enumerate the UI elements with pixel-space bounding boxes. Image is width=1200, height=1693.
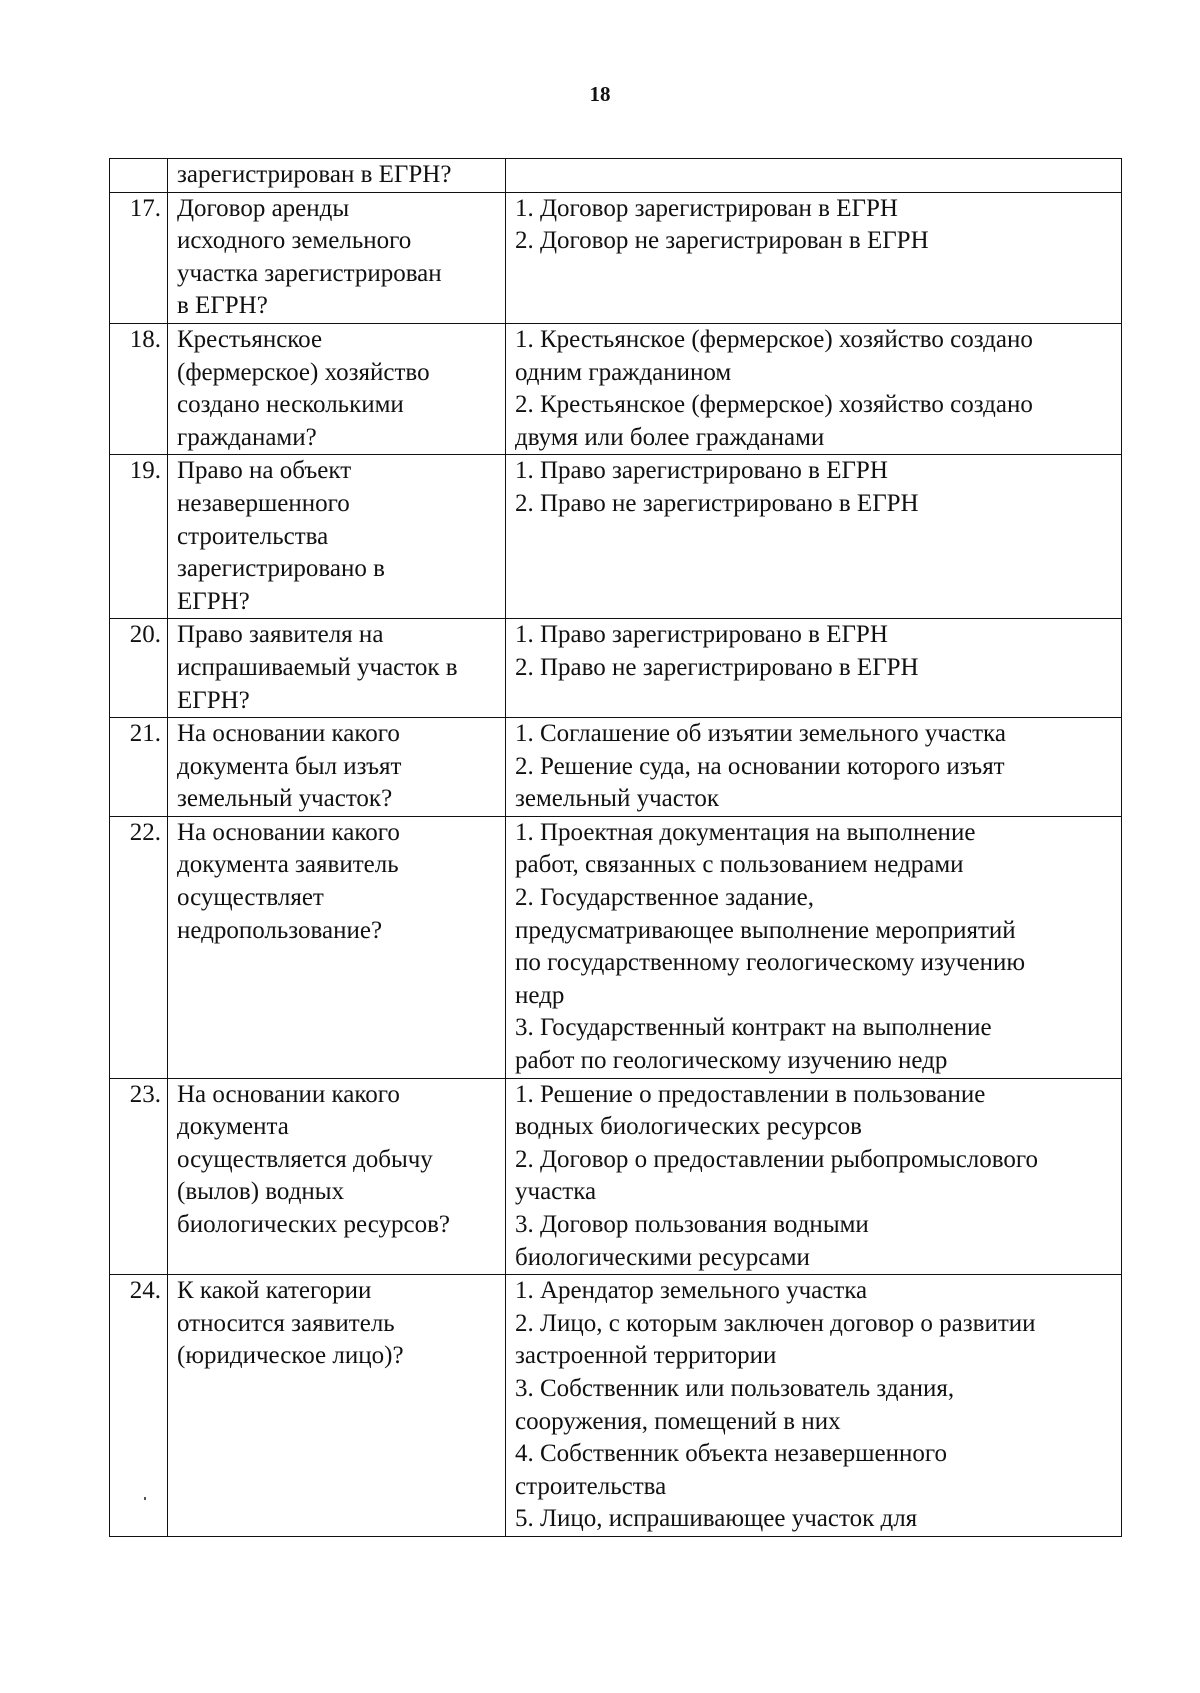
answer-line: двумя или более гражданами xyxy=(515,423,825,451)
page-number: 18 xyxy=(589,82,611,106)
scan-mark xyxy=(144,1497,146,1500)
answer-line: участка xyxy=(515,1178,597,1206)
question-line: документа xyxy=(177,1113,289,1141)
answer-line: 3. Государственный контракт на выполнение xyxy=(515,1014,992,1042)
row-number: 23. xyxy=(110,1078,168,1275)
row-number: 22. xyxy=(110,816,168,1078)
answer-line: 2. Лицо, с которым заключен договор о развитии xyxy=(515,1309,1036,1337)
answer-line: земельный участок xyxy=(515,785,720,813)
answer-line: сооружения, помещений в них xyxy=(515,1407,841,1435)
answer-line: 3. Договор пользования водными xyxy=(515,1211,869,1238)
answer-line: 1. Соглашение об изъятии земельного участка xyxy=(515,720,1006,748)
table-row xyxy=(110,455,1122,619)
answer-line: 1. Арендатор земельного участка xyxy=(515,1277,868,1305)
row-number: 20. xyxy=(110,619,168,718)
table-row xyxy=(110,816,1122,1078)
row-number xyxy=(110,159,168,193)
answer-line: работ, связанных с пользованием недрами xyxy=(515,851,964,879)
answer-line: 1. Право зарегистрировано в ЕГРН xyxy=(515,457,888,485)
question-line: На основании какого xyxy=(177,1080,400,1108)
question-cell xyxy=(168,816,506,1078)
answers-cell xyxy=(506,323,1122,454)
question-line: документа был изъят xyxy=(177,752,402,780)
question-cell xyxy=(168,718,506,817)
answer-line: биологическими ресурсами xyxy=(515,1243,810,1271)
answers-cell xyxy=(506,619,1122,718)
answer-line: 1. Право зарегистрировано в ЕГРН xyxy=(515,621,888,649)
answer-line: 5. Лицо, испрашивающее участок для xyxy=(515,1505,918,1533)
table-row xyxy=(110,192,1122,323)
answer-line: 2. Договор не зарегистрирован в ЕГРН xyxy=(515,227,929,255)
question-line: биологических ресурсов? xyxy=(177,1211,451,1238)
row-number: 19. xyxy=(110,455,168,619)
question-cell xyxy=(168,192,506,323)
question-line: строительства xyxy=(177,522,329,550)
table-row xyxy=(110,1078,1122,1275)
answer-line xyxy=(515,159,1117,192)
table-row xyxy=(110,718,1122,817)
row-number: 24. xyxy=(110,1275,168,1537)
answer-line: застроенной территории xyxy=(515,1342,777,1370)
answer-line: одним гражданином xyxy=(515,358,732,386)
answer-line: 1. Договор зарегистрирован в ЕГРН xyxy=(515,194,898,222)
answers-cell xyxy=(506,718,1122,817)
answers-cell xyxy=(506,159,1122,193)
question-line: На основании какого xyxy=(177,720,400,748)
table-row xyxy=(110,1275,1122,1537)
question-cell xyxy=(168,323,506,454)
question-cell xyxy=(168,159,506,193)
row-number: 18. xyxy=(110,323,168,454)
question-cell xyxy=(168,455,506,619)
question-cell xyxy=(168,619,506,718)
answer-line: 2. Право не зарегистрировано в ЕГРН xyxy=(515,653,919,681)
answers-cell xyxy=(506,455,1122,619)
question-line: К какой категории xyxy=(177,1277,372,1305)
answer-line: недр xyxy=(515,981,565,1009)
question-line: ЕГРН? xyxy=(177,587,250,615)
row-number: 17. xyxy=(110,192,168,323)
question-cell xyxy=(168,1275,506,1537)
question-line: недропользование? xyxy=(177,916,383,944)
answer-line: предусматривающее выполнение мероприятий xyxy=(515,916,1016,944)
row-number: 21. xyxy=(110,718,168,817)
question-line: в ЕГРН? xyxy=(177,292,268,320)
question-line: (юридическое лицо)? xyxy=(177,1342,404,1370)
question-line: исходного земельного xyxy=(177,227,412,255)
question-line: зарегистрирован в ЕГРН? xyxy=(177,161,452,188)
question-line: (вылов) водных xyxy=(177,1178,345,1206)
question-line: Право на объект xyxy=(177,457,352,485)
question-line: гражданами? xyxy=(177,423,317,451)
question-line: (фермерское) хозяйство xyxy=(177,358,430,386)
answer-line: 2. Крестьянское (фермерское) хозяйство создано xyxy=(515,391,1033,419)
question-line: осуществляется добычу xyxy=(177,1145,433,1173)
question-line: Крестьянское xyxy=(177,325,323,353)
answers-cell xyxy=(506,816,1122,1078)
answers-cell xyxy=(506,1078,1122,1275)
questions-table xyxy=(109,158,1122,1537)
answer-line: 4. Собственник объекта незавершенного xyxy=(515,1440,947,1468)
question-line: незавершенного xyxy=(177,489,350,517)
question-line: Договор аренды xyxy=(177,194,350,222)
question-line: документа заявитель xyxy=(177,851,399,879)
answer-line: 1. Крестьянское (фермерское) хозяйство создано xyxy=(515,325,1033,353)
answer-line: водных биологических ресурсов xyxy=(515,1113,862,1141)
answers-cell xyxy=(506,192,1122,323)
answer-line: 1. Проектная документация на выполнение xyxy=(515,818,976,846)
answer-line: работ по геологическому изучению недр xyxy=(515,1047,948,1075)
answer-line: по государственному геологическому изучению xyxy=(515,949,1026,977)
answer-line: 2. Государственное задание, xyxy=(515,884,814,912)
question-line: земельный участок? xyxy=(177,785,393,813)
question-line: Право заявителя на xyxy=(177,621,384,649)
table-row xyxy=(110,159,1122,193)
question-line: испрашиваемый участок в xyxy=(177,653,458,681)
question-line: зарегистрировано в xyxy=(177,555,385,583)
answer-line: 1. Решение о предоставлении в пользование xyxy=(515,1080,986,1108)
question-line: осуществляет xyxy=(177,884,324,912)
question-line: На основании какого xyxy=(177,818,400,846)
question-line: относится заявитель xyxy=(177,1309,395,1337)
table-row xyxy=(110,619,1122,718)
answer-line: 2. Договор о предоставлении рыбопромыслового xyxy=(515,1145,1039,1173)
answer-line: 2. Решение суда, на основании которого изъят xyxy=(515,752,1005,780)
question-cell xyxy=(168,1078,506,1275)
question-line: создано несколькими xyxy=(177,391,404,419)
table-body xyxy=(110,159,1122,1537)
answer-line: 2. Право не зарегистрировано в ЕГРН xyxy=(515,489,919,517)
question-line: участка зарегистрирован xyxy=(177,259,442,287)
table-row xyxy=(110,323,1122,454)
question-line: ЕГРН? xyxy=(177,686,250,714)
answer-line: строительства xyxy=(515,1472,667,1500)
answers-cell xyxy=(506,1275,1122,1537)
answer-line: 3. Собственник или пользователь здания, xyxy=(515,1374,955,1402)
